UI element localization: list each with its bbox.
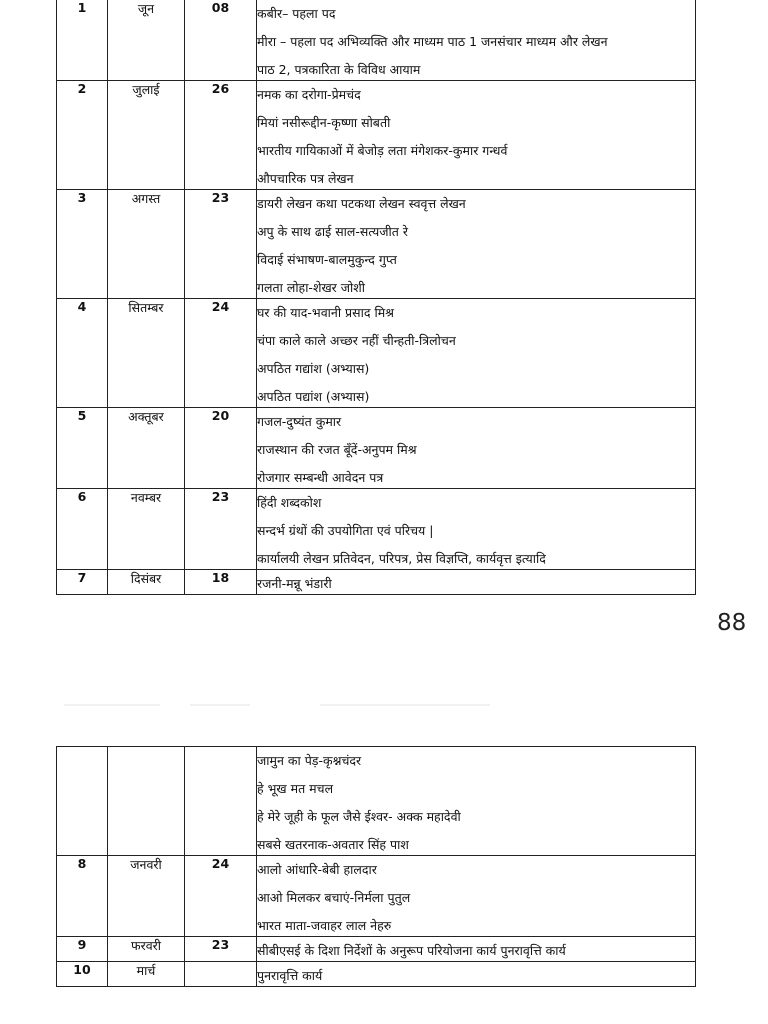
divider [64,704,160,706]
topic-item: नमक का दरोगा-प्रेमचंद [257,87,361,102]
topics-cell [257,81,696,190]
periods-cell: 24 [185,856,257,937]
topic-item: मियां नसीरूद्दीन-कृष्णा सोबती [257,115,391,130]
table-row [57,299,696,408]
topic-item: रोजगार सम्बन्धी आवेदन पत्र [257,470,384,485]
topic-item: घर की याद-भवानी प्रसाद मिश्र [257,305,395,320]
topic-item: हिंदी शब्दकोश [257,495,322,510]
topics-cell [257,299,696,408]
periods-cell [185,962,257,987]
topic-item: अपठित गद्यांश (अभ्यास) [257,361,370,376]
topics-cell [257,856,696,937]
month-cell [108,747,185,856]
month-cell: सितम्बर [108,299,185,408]
table-row [57,81,696,190]
divider [190,704,250,706]
topic-item: कबीर– पहला पद [257,6,336,21]
table-row [57,489,696,570]
table-row [57,408,696,489]
month-cell: फरवरी [108,937,185,962]
table-row [57,856,696,937]
serial-number-cell: 6 [57,489,108,570]
topic-item: भारत माता-जवाहर लाल नेहरु [257,918,392,933]
topic-item: राजस्थान की रजत बूँदें-अनुपम मिश्र [257,442,417,457]
month-cell: अगस्त [108,190,185,299]
serial-number-cell: 5 [57,408,108,489]
topic-item: मीरा – पहला पद अभिव्यक्ति और माध्यम पाठ 1 जनसंचार माध्यम और लेखन [257,34,608,49]
month-cell: जून [108,0,185,81]
table-row [57,937,696,962]
serial-number-cell: 1 [57,0,108,81]
topic-item: भारतीय गायिकाओं में बेजोड़ लता मंगेशकर-कुमार गन्धर्व [257,143,508,158]
topic-item: पाठ 2, पत्रकारिता के विविध आयाम [257,62,421,77]
topic-item: सबसे खतरनाक-अवतार सिंह पाश [257,837,409,852]
month-cell: दिसंबर [108,570,185,595]
topic-item: गलता लोहा-शेखर जोशी [257,280,366,295]
periods-cell: 24 [185,299,257,408]
table-row [57,570,696,595]
serial-number-cell: 9 [57,937,108,962]
month-cell: जुलाई [108,81,185,190]
page-number: 88 [717,610,747,636]
month-cell: जनवरी [108,856,185,937]
syllabus-table-top [56,0,696,595]
serial-number-cell: 2 [57,81,108,190]
month-cell: मार्च [108,962,185,987]
topic-item: चंपा काले काले अच्छर नहीं चीन्हती-त्रिलोचन [257,333,456,348]
syllabus-table-bottom [56,746,696,987]
periods-cell [185,747,257,856]
topics-cell [257,747,696,856]
table-row [57,747,696,856]
topic-item: विदाई संभाषण-बालमुकुन्द गुप्त [257,252,397,267]
periods-cell: 23 [185,937,257,962]
syllabus-table-body [57,0,696,595]
topic-item: हे मेरे जूही के फूल जैसे ईश्वर- अक्क महादेवी [257,809,461,824]
topic-item: आओ मिलकर बचाएं-निर्मला पुतुल [257,890,411,905]
topics-cell [257,962,696,987]
table-row [57,190,696,299]
periods-cell: 08 [185,0,257,81]
topic-item: डायरी लेखन कथा पटकथा लेखन स्ववृत्त लेखन [257,196,466,211]
topic-item: सीबीएसई के दिशा निर्देशों के अनुरूप परियोजना कार्य पुनरावृत्ति कार्य [257,943,566,958]
topic-item: औपचारिक पत्र लेखन [257,171,354,186]
serial-number-cell [57,747,108,856]
syllabus-table-body [57,747,696,987]
serial-number-cell: 7 [57,570,108,595]
topic-item: कार्यालयी लेखन प्रतिवेदन, परिपत्र, प्रेस विज्ञप्ति, कार्यवृत्त इत्यादि [257,551,546,566]
periods-cell: 18 [185,570,257,595]
serial-number-cell: 8 [57,856,108,937]
topic-item: गजल-दुष्यंत कुमार [257,414,342,429]
topics-cell [257,489,696,570]
month-cell: नवम्बर [108,489,185,570]
table-row [57,0,696,81]
divider [320,704,490,706]
topic-item: पुनरावृत्ति कार्य [257,968,323,983]
table-row [57,962,696,987]
periods-cell: 23 [185,489,257,570]
topic-item: अपु के साथ ढाई साल-सत्यजीत रे [257,224,408,239]
topics-cell [257,937,696,962]
periods-cell: 20 [185,408,257,489]
topics-cell [257,0,696,81]
periods-cell: 26 [185,81,257,190]
serial-number-cell: 4 [57,299,108,408]
topic-item: सन्दर्भ ग्रंथों की उपयोगिता एवं परिचय | [257,523,434,538]
month-cell: अक्तूबर [108,408,185,489]
serial-number-cell: 3 [57,190,108,299]
serial-number-cell: 10 [57,962,108,987]
topic-item: आलो आंधारि-बेबी हालदार [257,862,377,877]
topic-item: रजनी-मन्नू भंडारी [257,576,332,591]
topics-cell [257,570,696,595]
topic-item: हे भूख मत मचल [257,781,334,796]
topic-item: अपठित पद्यांश (अभ्यास) [257,389,370,404]
topics-cell [257,190,696,299]
topics-cell [257,408,696,489]
periods-cell: 23 [185,190,257,299]
topic-item: जामुन का पेड़-कृश्नचंदर [257,753,362,768]
